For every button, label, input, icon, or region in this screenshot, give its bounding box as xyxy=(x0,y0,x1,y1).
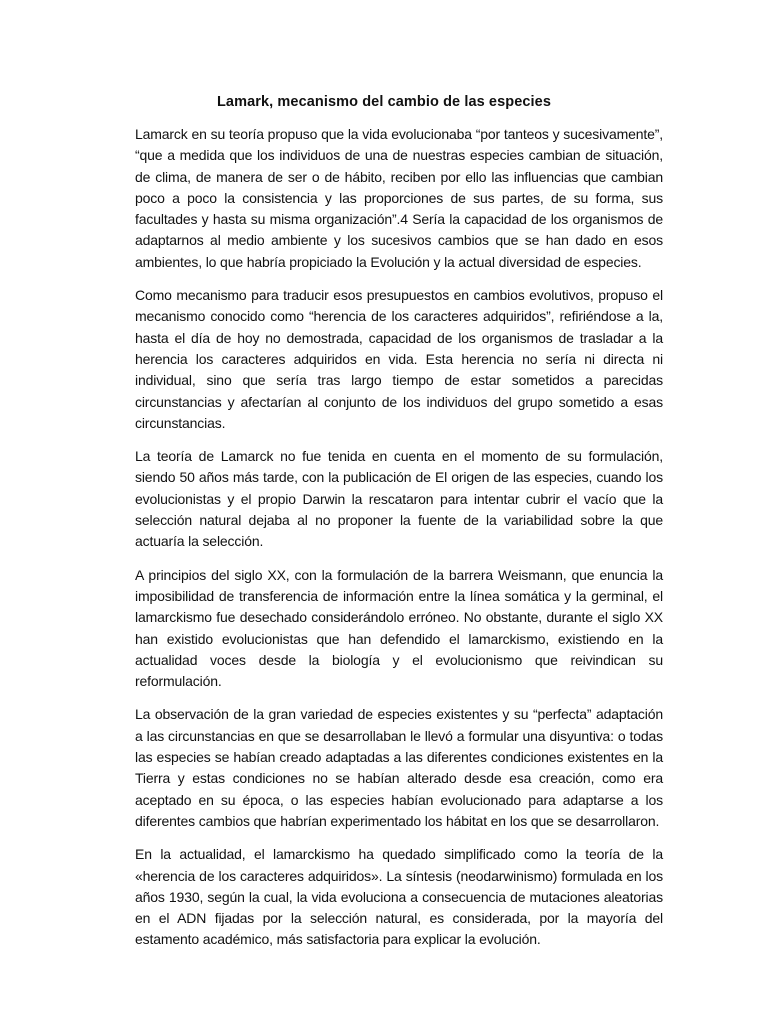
document-title: Lamark, mecanismo del cambio de las especies xyxy=(216,94,552,110)
document-body xyxy=(135,124,663,963)
paragraph-6: En la actualidad, el lamarckismo ha quedado simplificado como la teoría de la «herencia de los caracteres adquiridos». La síntesis (neodarwinismo) formulada en los años 1930, según la cual, la vida evoluciona a consecuencia de mutaciones aleatorias en el ADN fijadas por la selección natural, es considerada, por la mayoría del estamento académico, más satisfactoria para explicar la evolución. xyxy=(135,846,663,948)
paragraph-2: Como mecanismo para traducir esos presupuestos en cambios evolutivos, propuso el mecanismo conocido como “herencia de los caracteres adquiridos”, refiriéndose a la, hasta el día de hoy no demostrada, capacidad de los organismos de trasladar a la herencia los caracteres adquiridos en vida. Esta herencia no sería ni directa ni individual, sino que sería tras largo tiempo de estar sometidos a parecidas circunstancias y afectarían al conjunto de los individuos del grupo sometido a esas circunstancias. xyxy=(135,287,663,431)
paragraph-4: A principios del siglo XX, con la formulación de la barrera Weismann, que enuncia la imposibilidad de transferencia de información entre la línea somática y la germinal, el lamarckismo fue desechado considerándolo erróneo. No obstante, durante el siglo XX han existido evolucionistas que han defendido el lamarckismo, existiendo en la actualidad voces desde la biología y el evolucionismo que reivindican su reformulación. xyxy=(135,566,663,690)
paragraph-5: La observación de la gran variedad de especies existentes y su “perfecta” adaptación a las circunstancias en que se desarrollaban le llevó a formular una disyuntiva: o todas las especies se habían creado adaptadas a las diferentes condiciones existentes en la Tierra y estas condiciones no se habían alterado desde esa creación, como era aceptado en su época, o las especies habían evolucionado para adaptarse a los diferentes cambios que habrían experimentado los hábitat en los que se desarrollaron. xyxy=(135,706,663,829)
paragraph-1: Lamarck en su teoría propuso que la vida evolucionaba “por tanteos y sucesivamente”, “que a medida que los individuos de una de nuestras especies cambian de situación, de clima, de manera de ser o de hábito, reciben por ello las influencias que cambian poco a poco la consistencia y las proporciones de sus partes, de su forma, sus facultades y hasta su misma organización”.4 Sería la capacidad de los organismos de adaptarnos al medio ambiente y los sucesivos cambios que se han dado en esos ambientes, lo que habría propiciado la Evolución y la actual diversidad de especies. xyxy=(135,126,663,270)
paragraph-3: La teoría de Lamarck no fue tenida en cuenta en el momento de su formulación, siendo 50 años más tarde, con la publicación de El origen de las especies, cuando los evolucionistas y el propio Darwin la rescataron para intentar cubrir el vacío que la selección natural dejaba al no proponer la fuente de la variabilidad sobre la que actuaría la selección. xyxy=(135,448,663,550)
